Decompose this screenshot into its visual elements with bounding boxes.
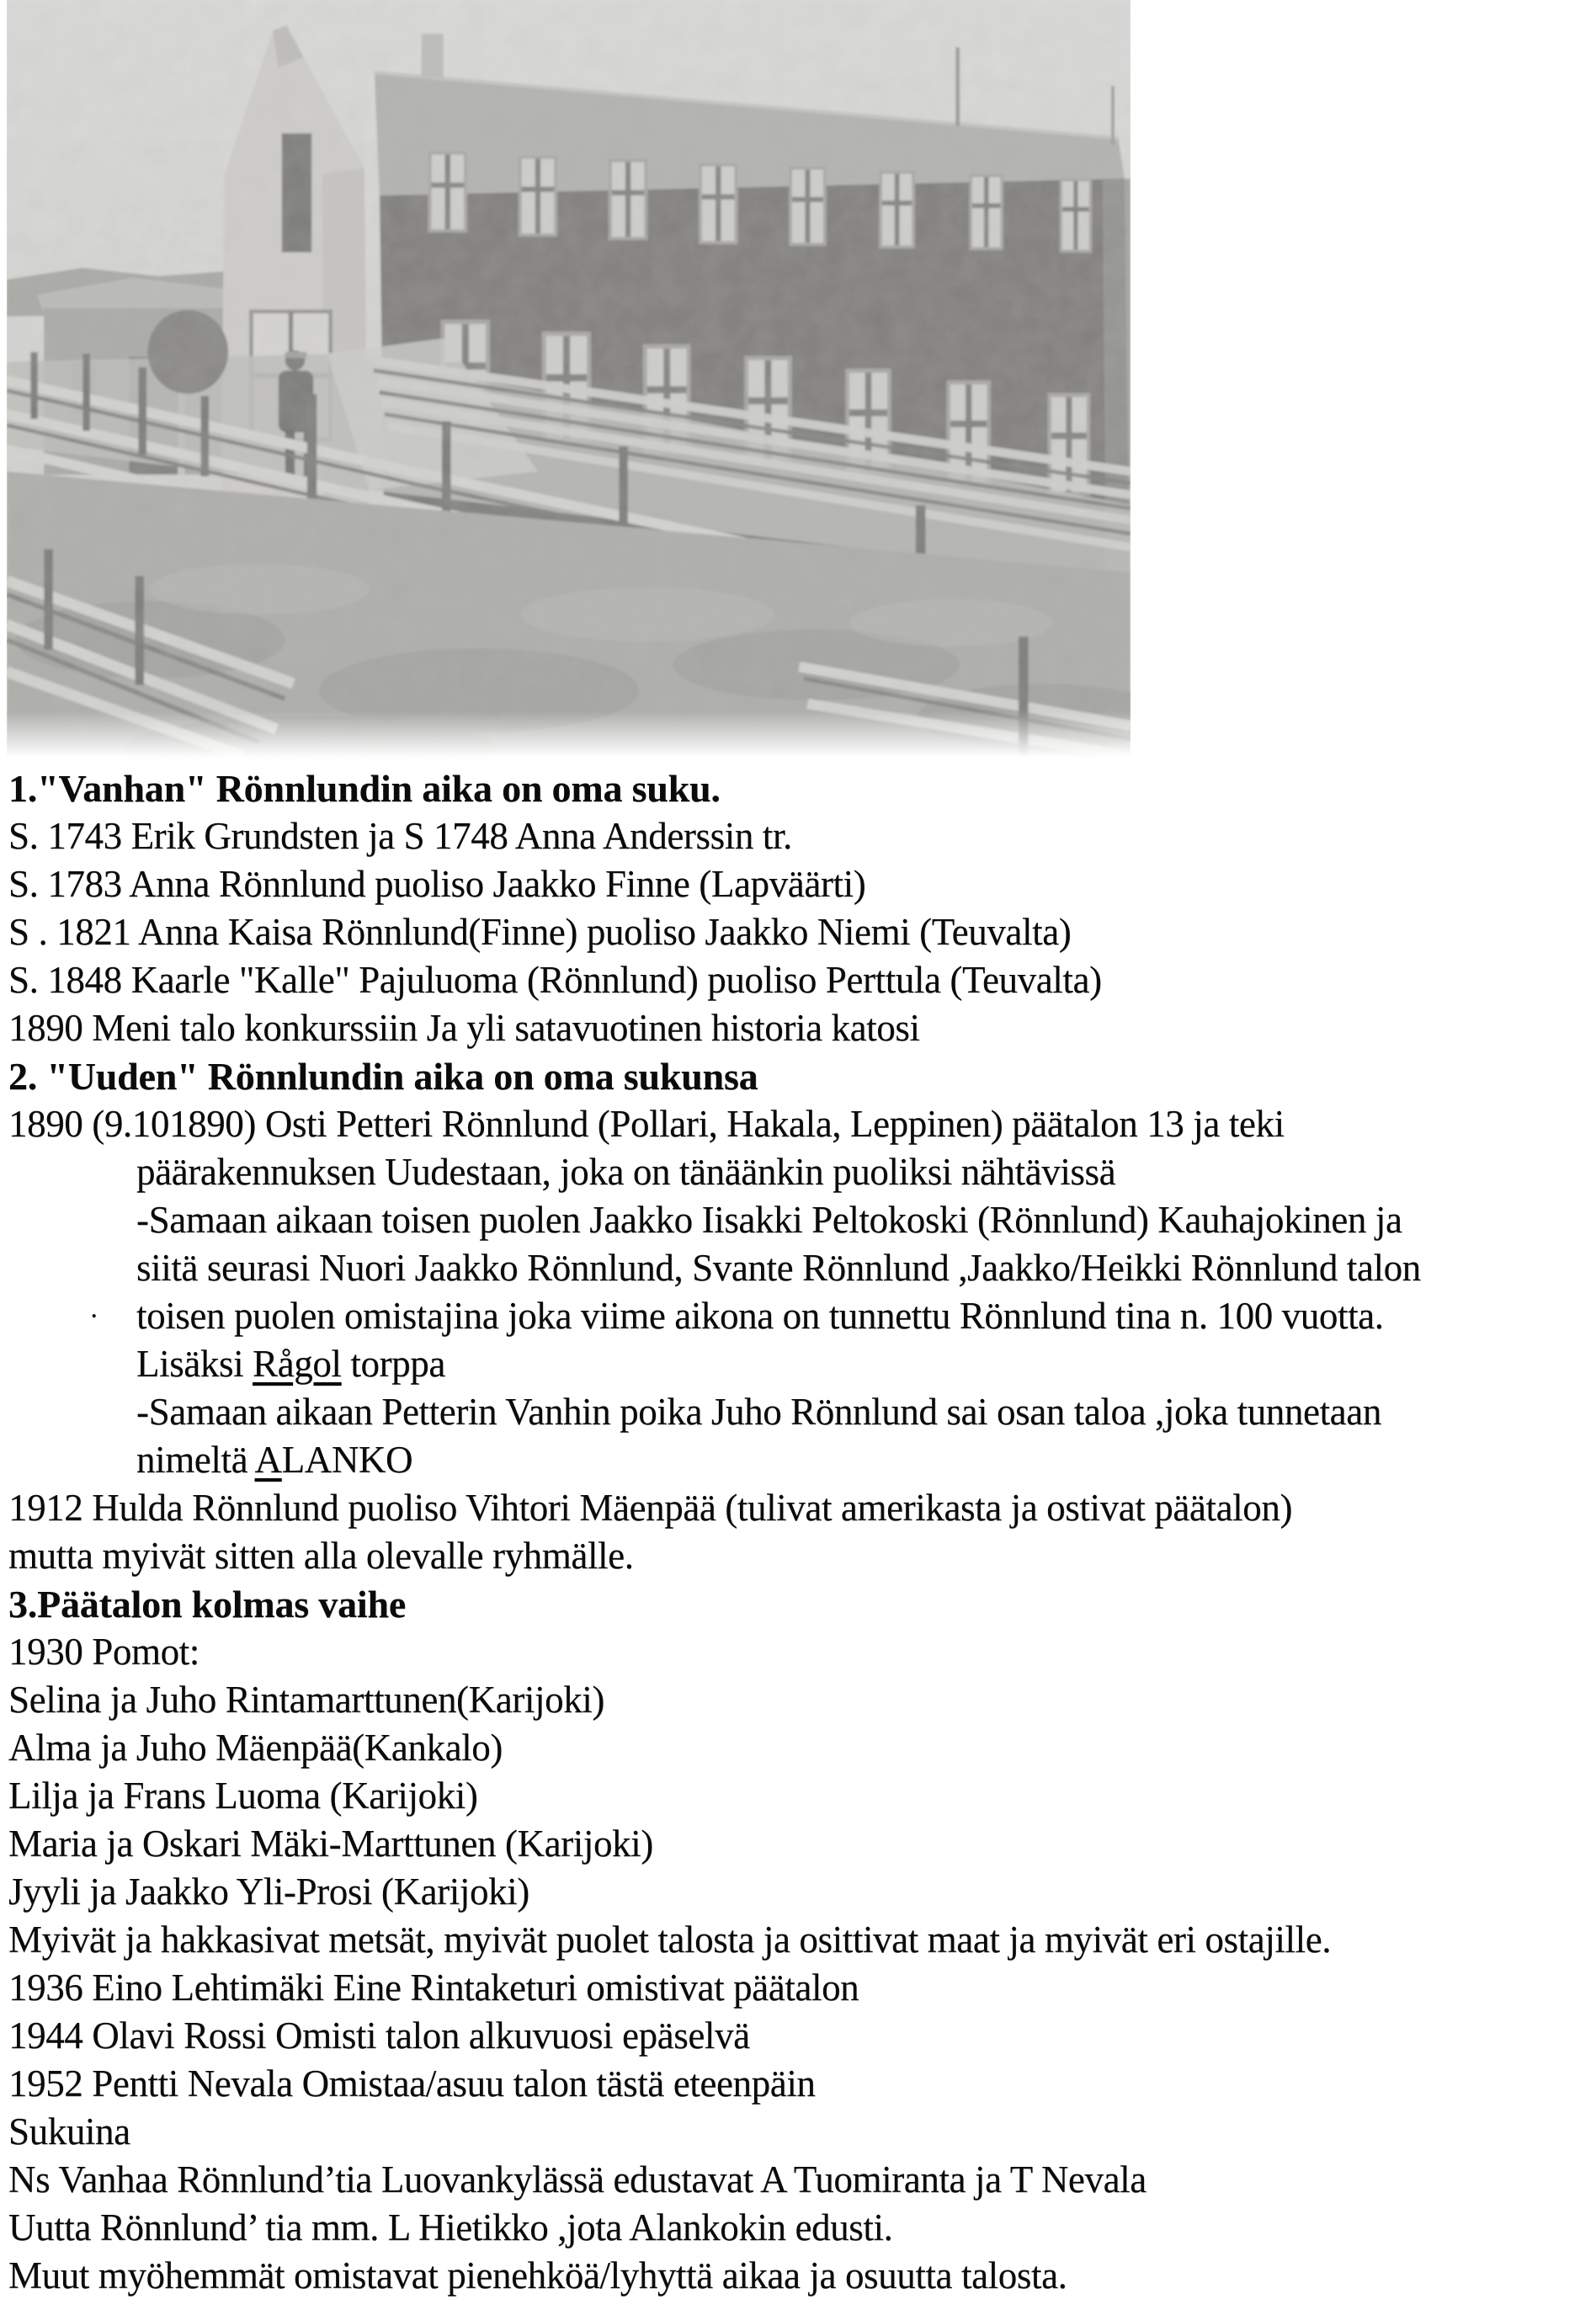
line-text: Lilja ja Frans Luoma (Karijoki) [8,1775,478,1817]
text-line [8,2060,1591,2108]
text-line [8,1964,1591,2012]
line-text: 2. "Uuden" Rönnlundin aika on oma sukunsa [8,1055,758,1098]
section-heading [8,1052,1591,1100]
text-line [8,1436,1591,1484]
farmhouse-photo [7,0,1130,758]
text-line [8,1868,1591,1916]
line-text: 1930 Pomot: [8,1631,200,1673]
line-text: Uutta Rönnlund’ tia mm. L Hietikko ,jota Alankokin edusti. [8,2206,893,2248]
line-text: torppa [341,1343,445,1385]
line-text: S . 1821 Anna Kaisa Rönnlund(Finne) puoliso Jaakko Niemi (Teuvalta) [8,911,1072,953]
line-text: 1936 Eino Lehtimäki Eine Rintaketuri omistivat päätalon [8,1966,859,2009]
line-text: päärakennuksen Uudestaan, joka on tänäänkin puoliksi nähtävissä [136,1151,1116,1193]
text-line [8,2156,1591,2204]
text-line [8,956,1591,1004]
text-line [8,860,1591,908]
line-text: Sukuina [8,2110,130,2153]
text-line [8,908,1591,956]
text-line [8,1916,1591,1964]
underlined-word: Rågol [253,1343,342,1385]
line-text: mutta myivät sitten alla olevalle ryhmälle. [8,1535,634,1577]
history-text-block [8,764,1591,2300]
line-text: Muut myöhemmät omistavat pienehköä/lyhyttä aikaa ja osuutta talosta. [8,2254,1067,2296]
line-text: Ns Vanhaa Rönnlund’tia Luovankylässä edustavat A Tuomiranta ja T Nevala [8,2158,1146,2201]
line-text: toisen puolen omistajina joka viime aikona on tunnettu Rönnlund tina n. 100 vuotta. [136,1295,1384,1337]
section-heading [8,1580,1591,1628]
text-line [8,1244,1591,1292]
line-text: Jyyli ja Jaakko Yli-Prosi (Karijoki) [8,1871,529,1913]
text-line [8,2252,1591,2300]
line-text: S. 1848 Kaarle "Kalle" Pajuluoma (Rönnlund) puoliso Perttula (Teuvalta) [8,959,1102,1001]
line-text: Selina ja Juho Rintamarttunen(Karijoki) [8,1679,604,1721]
text-line [8,2012,1591,2060]
section-heading [8,764,1591,812]
stray-scan-mark: · [89,1301,98,1332]
line-text: Lisäksi [136,1343,253,1385]
line-text: Myivät ja hakkasivat metsät, myivät puolet talosta ja osittivat maat ja myivät eri ostajille. [8,1919,1332,1961]
line-text: Alma ja Juho Mäenpää(Kankalo) [8,1727,503,1769]
text-line [8,1388,1591,1436]
text-line [8,1532,1591,1580]
text-line [8,1628,1591,1676]
line-text: 1952 Pentti Nevala Omistaa/asuu talon tästä eteenpäin [8,2062,816,2105]
text-line [8,1772,1591,1820]
line-text: nimeltä [136,1439,255,1481]
text-line [8,1724,1591,1772]
underlined-word: A [254,1439,282,1481]
line-text: 1890 (9.101890) Osti Petteri Rönnlund (Pollari, Hakala, Leppinen) päätalon 13 ja teki [8,1103,1285,1145]
line-text: 1912 Hulda Rönnlund puoliso Vihtori Mäenpää (tulivat amerikasta ja ostivat päätalon) [8,1487,1293,1529]
line-text: 1890 Meni talo konkurssiin Ja yli satavuotinen historia katosi [8,1007,920,1049]
text-line [8,2108,1591,2156]
text-line [8,1148,1591,1196]
text-line [8,1100,1591,1148]
text-line [8,1196,1591,1244]
line-text: S. 1783 Anna Rönnlund puoliso Jaakko Finne (Lapväärti) [8,863,866,905]
text-line [8,812,1591,860]
photo-bottom-fade [7,711,1130,758]
line-text: Maria ja Oskari Mäki-Marttunen (Karijoki) [8,1823,653,1865]
text-line [8,1676,1591,1724]
line-text: 3.Päätalon kolmas vaihe [8,1583,407,1626]
photo-grain-overlay [7,0,1130,758]
text-line [8,1004,1591,1052]
text-line [8,1484,1591,1532]
text-line [8,1292,1591,1340]
line-text: LANKO [281,1439,413,1481]
line-text: 1."Vanhan" Rönnlundin aika on oma suku. [8,767,721,810]
line-text: -Samaan aikaan Petterin Vanhin poika Juho Rönnlund sai osan taloa ,joka tunnetaan [136,1391,1381,1433]
text-line [8,1820,1591,1868]
line-text: -Samaan aikaan toisen puolen Jaakko Iisakki Peltokoski (Rönnlund) Kauhajokinen ja [136,1199,1402,1241]
text-line [8,1340,1591,1388]
text-line [8,2204,1591,2252]
line-text: 1944 Olavi Rossi Omisti talon alkuvuosi epäselvä [8,2014,750,2057]
line-text: S. 1743 Erik Grundsten ja S 1748 Anna Anderssin tr. [8,815,792,857]
line-text: siitä seurasi Nuori Jaakko Rönnlund, Svante Rönnlund ,Jaakko/Heikki Rönnlund talon [136,1247,1421,1289]
farmhouse-photo-illustration [7,0,1130,758]
